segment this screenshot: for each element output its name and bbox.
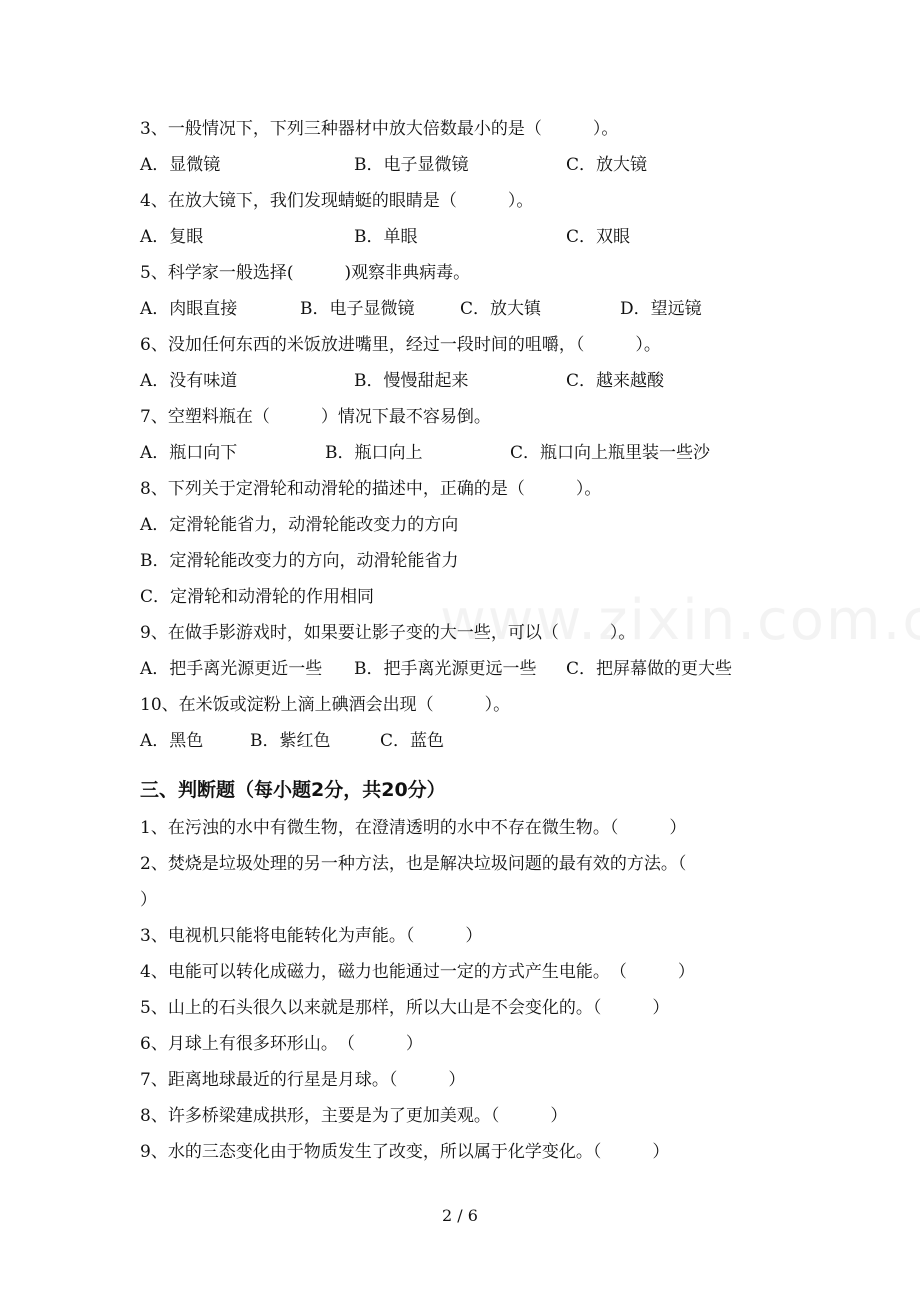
option-9b: B．把手离光源更远一些 <box>354 659 537 679</box>
page-number: 2 / 6 <box>442 1206 478 1225</box>
question-9-stem: 9、在做手影游戏时，如果要让影子变的大一些，可以（ ）。 <box>140 623 636 643</box>
judge-question-9: 9、水的三态变化由于物质发生了改变，所以属于化学变化。（ ） <box>140 1142 670 1162</box>
question-7-stem: 7、空塑料瓶在（ ）情况下最不容易倒。 <box>140 407 491 427</box>
option-4c: C．双眼 <box>566 227 631 247</box>
option-10a: A．黑色 <box>140 731 204 751</box>
option-4a: A．复眼 <box>140 227 204 247</box>
option-3a: A．显微镜 <box>140 155 221 175</box>
option-8c: C．定滑轮和动滑轮的作用相同 <box>140 587 375 607</box>
option-3b: B．电子显微镜 <box>354 155 469 175</box>
judge-question-4: 4、电能可以转化成磁力，磁力也能通过一定的方式产生电能。 （ ） <box>140 962 695 982</box>
option-4b: B．单眼 <box>354 227 418 247</box>
judge-question-1: 1、在污浊的水中有微生物，在澄清透明的水中不存在微生物。（ ） <box>140 818 687 838</box>
question-10-stem: 10、在米饭或淀粉上滴上碘酒会出现（ ）。 <box>140 695 511 715</box>
option-7c: C．瓶口向上瓶里装一些沙 <box>510 443 711 463</box>
question-8-stem: 8、下列关于定滑轮和动滑轮的描述中，正确的是（ ）。 <box>140 479 602 499</box>
option-6a: A．没有味道 <box>140 371 238 391</box>
option-5d: D．望远镜 <box>620 299 702 319</box>
option-7b: B．瓶口向上 <box>325 443 423 463</box>
judge-question-7: 7、距离地球最近的行星是月球。（ ） <box>140 1070 466 1090</box>
question-3-stem: 3、一般情况下，下列三种器材中放大倍数最小的是（ ）。 <box>140 119 619 139</box>
option-7a: A．瓶口向下 <box>140 443 238 463</box>
option-3c: C．放大镜 <box>566 155 648 175</box>
question-5-stem: 5、科学家一般选择( )观察非典病毒。 <box>140 263 471 283</box>
judge-question-2-cont: ） <box>140 890 157 910</box>
option-5c: C．放大镇 <box>460 299 542 319</box>
option-5b: B．电子显微镜 <box>300 299 415 319</box>
section-heading: 三、判断题（每小题2分，共20分） <box>140 779 446 801</box>
judge-question-8: 8、许多桥梁建成拱形，主要是为了更加美观。（ ） <box>140 1106 568 1126</box>
option-10b: B．紫红色 <box>250 731 331 751</box>
judge-question-3: 3、电视机只能将电能转化为声能。（ ） <box>140 926 483 946</box>
judge-question-6: 6、月球上有很多环形山。 （ ） <box>140 1034 423 1054</box>
option-5a: A．肉眼直接 <box>140 299 238 319</box>
question-4-stem: 4、在放大镜下，我们发现蜻蜓的眼睛是（ ）。 <box>140 191 534 211</box>
question-6-stem: 6、没加任何东西的米饭放进嘴里，经过一段时间的咀嚼，（ ）。 <box>140 335 661 355</box>
option-6b: B．慢慢甜起来 <box>354 371 469 391</box>
option-9a: A．把手离光源更近一些 <box>140 659 323 679</box>
option-8b: B．定滑轮能改变力的方向，动滑轮能省力 <box>140 551 459 571</box>
judge-question-5: 5、山上的石头很久以来就是那样，所以大山是不会变化的。（ ） <box>140 998 670 1018</box>
option-6c: C．越来越酸 <box>566 371 665 391</box>
option-9c: C．把屏幕做的更大些 <box>566 659 733 679</box>
option-10c: C．蓝色 <box>380 731 445 751</box>
judge-question-2: 2、焚烧是垃圾处理的另一种方法，也是解决垃圾问题的最有效的方法。（ <box>140 854 687 874</box>
option-8a: A．定滑轮能省力，动滑轮能改变力的方向 <box>140 515 459 535</box>
